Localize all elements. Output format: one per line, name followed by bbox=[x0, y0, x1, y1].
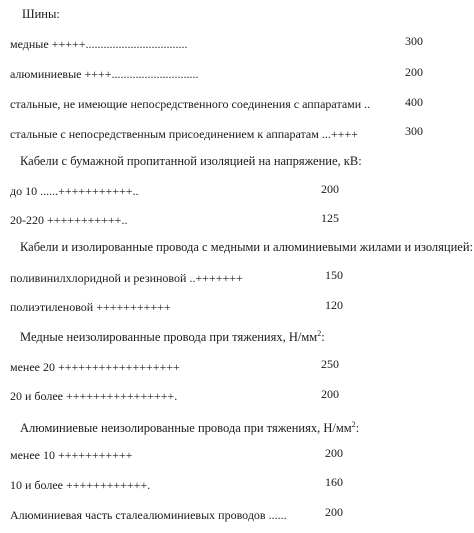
row-value-steel-aluminium-wires: 200 bbox=[325, 505, 343, 519]
row-value-aluminium-less-than-10: 200 bbox=[325, 446, 343, 460]
row-value-paper-cables-20-220: 125 bbox=[321, 211, 339, 225]
section-heading-copper-bare-wires-sup: 2 bbox=[317, 329, 322, 338]
row-label-copper-20-and-more: 20 и более ++++++++++++++++. bbox=[10, 389, 178, 403]
row-label-paper-cables-20-220: 20-220 +++++++++++.. bbox=[10, 213, 128, 227]
section-heading-copper-bare-wires bbox=[20, 327, 325, 344]
section-heading-paper-cables: Кабели с бумажной пропитанной изоляцией на напряжение, кВ: bbox=[20, 154, 362, 168]
row-label-copper-less-than-20: менее 20 ++++++++++++++++++ bbox=[10, 360, 180, 374]
section-heading-insulated-cables: Кабели и изолированные провода с медными и алюминиевыми жилами и изоляцией: bbox=[20, 240, 474, 254]
row-value-steel-busbars-direct-connection: 300 bbox=[405, 124, 423, 138]
row-label-aluminium-10-and-more: 10 и более ++++++++++++. bbox=[10, 478, 151, 492]
row-value-polyethylene-insulation: 120 bbox=[325, 298, 343, 312]
section-heading-copper-bare-wires-text: Медные неизолированные провода при тяжениях, Н/мм bbox=[20, 330, 318, 344]
row-label-aluminium-busbars: алюминиевые ++++............................. bbox=[10, 67, 199, 81]
row-value-steel-busbars-no-connection: 400 bbox=[405, 95, 423, 109]
row-label-steel-busbars-no-connection: стальные, не имеющие непосредственного соединения с аппаратами .. bbox=[10, 97, 371, 111]
row-label-steel-busbars-direct-connection: стальные с непосредственным присоединением к аппаратам ...++++ bbox=[10, 127, 358, 141]
row-value-copper-20-and-more: 200 bbox=[321, 387, 339, 401]
row-value-aluminium-busbars: 200 bbox=[405, 65, 423, 79]
row-label-copper-busbars: медные +++++.................................. bbox=[10, 37, 188, 51]
row-value-pvc-rubber-insulation: 150 bbox=[325, 268, 343, 282]
section-heading-aluminium-bare-wires bbox=[20, 418, 359, 435]
row-label-polyethylene-insulation: полиэтиленовой +++++++++++ bbox=[10, 300, 171, 314]
section-heading-busbars: Шины: bbox=[22, 7, 60, 21]
row-value-copper-less-than-20: 250 bbox=[321, 357, 339, 371]
row-label-pvc-rubber-insulation: поливинилхлоридной и резиновой ..+++++++ bbox=[10, 271, 243, 285]
row-label-paper-cables-up-to-10: до 10 ......+++++++++++.. bbox=[10, 184, 139, 198]
row-label-aluminium-less-than-10: менее 10 +++++++++++ bbox=[10, 448, 133, 462]
row-value-aluminium-10-and-more: 160 bbox=[325, 475, 343, 489]
section-heading-aluminium-bare-wires-sup: 2 bbox=[351, 420, 356, 429]
row-value-copper-busbars: 300 bbox=[405, 34, 423, 48]
row-label-steel-aluminium-wires: Алюминиевая часть сталеалюминиевых проводов ...... bbox=[10, 508, 287, 522]
row-value-paper-cables-up-to-10: 200 bbox=[321, 182, 339, 196]
section-heading-aluminium-bare-wires-suffix: : bbox=[355, 421, 360, 435]
section-heading-aluminium-bare-wires-text: Алюминиевые неизолированные провода при тяжениях, Н/мм bbox=[20, 421, 352, 435]
section-heading-copper-bare-wires-suffix: : bbox=[321, 330, 325, 344]
